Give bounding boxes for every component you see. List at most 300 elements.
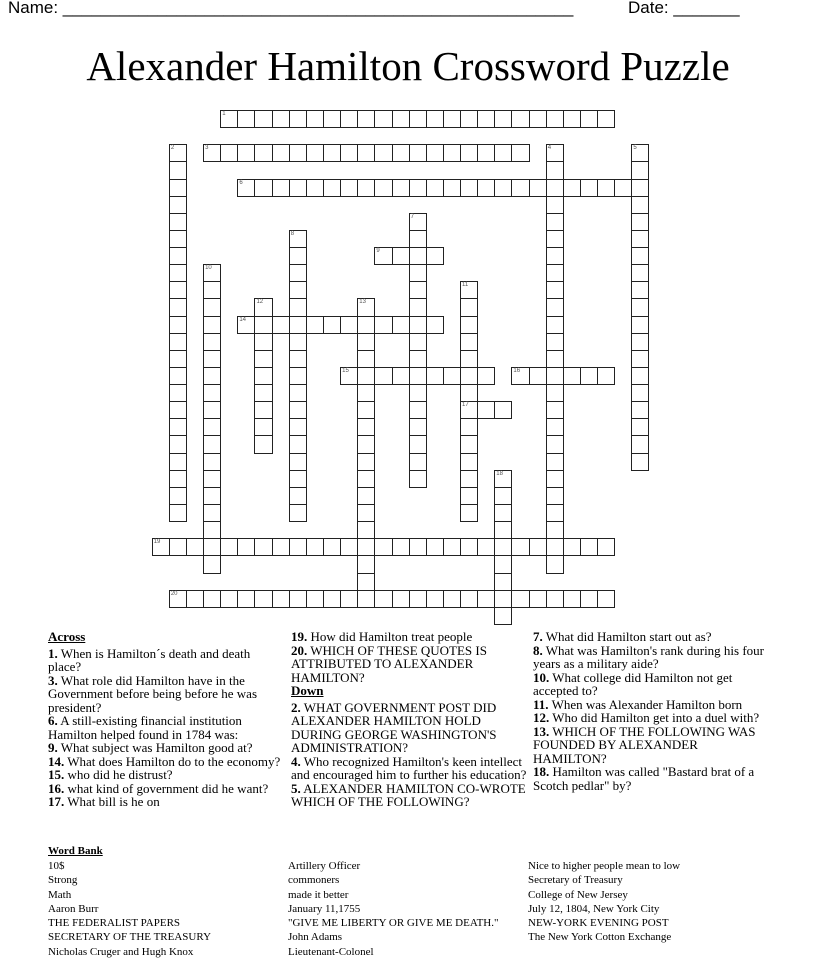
grid-cell[interactable]	[511, 538, 529, 556]
grid-cell[interactable]	[357, 367, 375, 385]
grid-cell[interactable]	[323, 538, 341, 556]
grid-cell[interactable]	[546, 281, 564, 299]
grid-cell[interactable]	[426, 110, 444, 128]
grid-cell[interactable]	[272, 590, 290, 608]
grid-cell[interactable]	[203, 264, 221, 282]
grid-cell[interactable]	[546, 453, 564, 471]
grid-cell[interactable]	[169, 161, 187, 179]
grid-cell[interactable]	[494, 538, 512, 556]
grid-cell[interactable]	[409, 418, 427, 436]
grid-cell[interactable]	[443, 367, 461, 385]
grid-cell[interactable]	[357, 418, 375, 436]
grid-cell[interactable]	[563, 110, 581, 128]
grid-cell[interactable]	[169, 281, 187, 299]
grid-cell[interactable]	[631, 213, 649, 231]
grid-cell[interactable]	[409, 367, 427, 385]
grid-cell[interactable]	[460, 418, 478, 436]
grid-cell[interactable]	[426, 538, 444, 556]
grid-cell[interactable]	[631, 230, 649, 248]
grid-cell[interactable]	[254, 110, 272, 128]
grid-cell[interactable]	[306, 590, 324, 608]
grid-cell[interactable]	[237, 316, 255, 334]
grid-cell[interactable]	[443, 144, 461, 162]
grid-cell[interactable]	[409, 590, 427, 608]
grid-cell[interactable]	[631, 179, 649, 197]
grid-cell[interactable]	[426, 247, 444, 265]
grid-cell[interactable]	[546, 247, 564, 265]
grid-cell[interactable]	[203, 350, 221, 368]
grid-cell[interactable]	[460, 538, 478, 556]
grid-cell[interactable]	[546, 110, 564, 128]
grid-cell[interactable]	[546, 470, 564, 488]
grid-cell[interactable]	[546, 264, 564, 282]
grid-cell[interactable]	[392, 538, 410, 556]
grid-cell[interactable]	[254, 350, 272, 368]
grid-cell[interactable]	[546, 298, 564, 316]
grid-cell[interactable]	[169, 384, 187, 402]
grid-cell[interactable]	[272, 144, 290, 162]
grid-cell[interactable]	[494, 110, 512, 128]
grid-cell[interactable]	[546, 538, 564, 556]
grid-cell[interactable]	[289, 470, 307, 488]
grid-cell[interactable]	[289, 333, 307, 351]
grid-cell[interactable]	[254, 316, 272, 334]
grid-cell[interactable]	[203, 401, 221, 419]
grid-cell[interactable]	[203, 538, 221, 556]
grid-cell[interactable]	[546, 418, 564, 436]
grid-cell[interactable]	[340, 316, 358, 334]
grid-cell[interactable]	[169, 298, 187, 316]
grid-cell[interactable]	[254, 144, 272, 162]
grid-cell[interactable]	[340, 538, 358, 556]
grid-cell[interactable]	[237, 144, 255, 162]
grid-cell[interactable]	[357, 504, 375, 522]
grid-cell[interactable]	[494, 179, 512, 197]
grid-cell[interactable]	[289, 230, 307, 248]
grid-cell[interactable]	[494, 607, 512, 625]
grid-cell[interactable]	[460, 298, 478, 316]
grid-cell[interactable]	[580, 110, 598, 128]
grid-cell[interactable]	[237, 590, 255, 608]
grid-cell[interactable]	[289, 590, 307, 608]
grid-cell[interactable]	[289, 144, 307, 162]
grid-cell[interactable]	[169, 504, 187, 522]
grid-cell[interactable]	[203, 470, 221, 488]
grid-cell[interactable]	[254, 179, 272, 197]
grid-cell[interactable]	[272, 179, 290, 197]
grid-cell[interactable]	[340, 110, 358, 128]
grid-cell[interactable]	[477, 367, 495, 385]
grid-cell[interactable]	[460, 179, 478, 197]
grid-cell[interactable]	[426, 179, 444, 197]
grid-cell[interactable]	[357, 590, 375, 608]
grid-cell[interactable]	[272, 110, 290, 128]
grid-cell[interactable]	[289, 367, 307, 385]
grid-cell[interactable]	[631, 298, 649, 316]
grid-cell[interactable]	[460, 281, 478, 299]
grid-cell[interactable]	[409, 333, 427, 351]
grid-cell[interactable]	[460, 316, 478, 334]
grid-cell[interactable]	[323, 316, 341, 334]
grid-cell[interactable]	[631, 144, 649, 162]
grid-cell[interactable]	[169, 350, 187, 368]
grid-cell[interactable]	[357, 298, 375, 316]
grid-cell[interactable]	[494, 504, 512, 522]
grid-cell[interactable]	[169, 316, 187, 334]
grid-cell[interactable]	[374, 110, 392, 128]
grid-cell[interactable]	[409, 110, 427, 128]
grid-cell[interactable]	[546, 333, 564, 351]
grid-cell[interactable]	[203, 487, 221, 505]
grid-cell[interactable]	[597, 367, 615, 385]
grid-cell[interactable]	[289, 401, 307, 419]
grid-cell[interactable]	[546, 161, 564, 179]
grid-cell[interactable]	[392, 144, 410, 162]
grid-cell[interactable]	[443, 179, 461, 197]
grid-cell[interactable]	[597, 179, 615, 197]
grid-cell[interactable]	[357, 179, 375, 197]
grid-cell[interactable]	[169, 453, 187, 471]
grid-cell[interactable]	[220, 110, 238, 128]
grid-cell[interactable]	[289, 384, 307, 402]
grid-cell[interactable]	[529, 179, 547, 197]
grid-cell[interactable]	[494, 590, 512, 608]
grid-cell[interactable]	[357, 316, 375, 334]
grid-cell[interactable]	[289, 247, 307, 265]
grid-cell[interactable]	[392, 179, 410, 197]
grid-cell[interactable]	[460, 110, 478, 128]
grid-cell[interactable]	[460, 384, 478, 402]
grid-cell[interactable]	[306, 538, 324, 556]
grid-cell[interactable]	[289, 298, 307, 316]
grid-cell[interactable]	[597, 590, 615, 608]
grid-cell[interactable]	[357, 521, 375, 539]
grid-cell[interactable]	[289, 418, 307, 436]
grid-cell[interactable]	[323, 110, 341, 128]
grid-cell[interactable]	[203, 144, 221, 162]
grid-cell[interactable]	[477, 538, 495, 556]
grid-cell[interactable]	[254, 538, 272, 556]
grid-cell[interactable]	[392, 316, 410, 334]
grid-cell[interactable]	[529, 590, 547, 608]
grid-cell[interactable]	[357, 144, 375, 162]
grid-cell[interactable]	[289, 179, 307, 197]
grid-cell[interactable]	[169, 144, 187, 162]
grid-cell[interactable]	[409, 470, 427, 488]
grid-cell[interactable]	[631, 418, 649, 436]
grid-cell[interactable]	[460, 470, 478, 488]
grid-cell[interactable]	[357, 350, 375, 368]
grid-cell[interactable]	[374, 247, 392, 265]
grid-cell[interactable]	[357, 333, 375, 351]
grid-cell[interactable]	[254, 333, 272, 351]
grid-cell[interactable]	[443, 538, 461, 556]
grid-cell[interactable]	[494, 470, 512, 488]
grid-cell[interactable]	[563, 590, 581, 608]
grid-cell[interactable]	[169, 487, 187, 505]
grid-cell[interactable]	[289, 316, 307, 334]
grid-cell[interactable]	[374, 179, 392, 197]
grid-cell[interactable]	[340, 144, 358, 162]
grid-cell[interactable]	[392, 247, 410, 265]
grid-cell[interactable]	[511, 590, 529, 608]
grid-cell[interactable]	[306, 144, 324, 162]
grid-cell[interactable]	[203, 384, 221, 402]
grid-cell[interactable]	[546, 521, 564, 539]
grid-cell[interactable]	[289, 435, 307, 453]
grid-cell[interactable]	[203, 453, 221, 471]
grid-cell[interactable]	[546, 401, 564, 419]
grid-cell[interactable]	[203, 521, 221, 539]
grid-cell[interactable]	[546, 367, 564, 385]
grid-cell[interactable]	[546, 590, 564, 608]
grid-cell[interactable]	[460, 453, 478, 471]
grid-cell[interactable]	[357, 435, 375, 453]
grid-cell[interactable]	[546, 179, 564, 197]
grid-cell[interactable]	[511, 367, 529, 385]
grid-cell[interactable]	[169, 196, 187, 214]
grid-cell[interactable]	[563, 179, 581, 197]
grid-cell[interactable]	[409, 179, 427, 197]
grid-cell[interactable]	[580, 590, 598, 608]
grid-cell[interactable]	[169, 247, 187, 265]
grid-cell[interactable]	[546, 555, 564, 573]
grid-cell[interactable]	[306, 110, 324, 128]
grid-cell[interactable]	[220, 538, 238, 556]
grid-cell[interactable]	[203, 555, 221, 573]
grid-cell[interactable]	[409, 298, 427, 316]
grid-cell[interactable]	[374, 367, 392, 385]
grid-cell[interactable]	[289, 453, 307, 471]
grid-cell[interactable]	[306, 316, 324, 334]
grid-cell[interactable]	[409, 281, 427, 299]
grid-cell[interactable]	[357, 110, 375, 128]
grid-cell[interactable]	[409, 453, 427, 471]
grid-cell[interactable]	[357, 453, 375, 471]
grid-cell[interactable]	[460, 401, 478, 419]
grid-cell[interactable]	[460, 350, 478, 368]
grid-cell[interactable]	[203, 418, 221, 436]
grid-cell[interactable]	[563, 538, 581, 556]
grid-cell[interactable]	[323, 144, 341, 162]
grid-cell[interactable]	[409, 213, 427, 231]
grid-cell[interactable]	[289, 487, 307, 505]
grid-cell[interactable]	[426, 316, 444, 334]
grid-cell[interactable]	[392, 367, 410, 385]
grid-cell[interactable]	[631, 384, 649, 402]
grid-cell[interactable]	[426, 590, 444, 608]
grid-cell[interactable]	[546, 230, 564, 248]
grid-cell[interactable]	[443, 110, 461, 128]
grid-cell[interactable]	[460, 333, 478, 351]
grid-cell[interactable]	[374, 590, 392, 608]
grid-cell[interactable]	[511, 144, 529, 162]
grid-cell[interactable]	[460, 435, 478, 453]
grid-cell[interactable]	[631, 350, 649, 368]
grid-cell[interactable]	[357, 538, 375, 556]
grid-cell[interactable]	[511, 110, 529, 128]
grid-cell[interactable]	[409, 435, 427, 453]
grid-cell[interactable]	[631, 333, 649, 351]
grid-cell[interactable]	[631, 281, 649, 299]
grid-cell[interactable]	[203, 590, 221, 608]
grid-cell[interactable]	[254, 298, 272, 316]
grid-cell[interactable]	[477, 179, 495, 197]
grid-cell[interactable]	[169, 435, 187, 453]
grid-cell[interactable]	[460, 504, 478, 522]
grid-cell[interactable]	[237, 110, 255, 128]
grid-cell[interactable]	[289, 350, 307, 368]
grid-cell[interactable]	[254, 384, 272, 402]
grid-cell[interactable]	[409, 384, 427, 402]
grid-cell[interactable]	[186, 590, 204, 608]
grid-cell[interactable]	[409, 350, 427, 368]
grid-cell[interactable]	[409, 264, 427, 282]
grid-cell[interactable]	[357, 555, 375, 573]
grid-cell[interactable]	[494, 521, 512, 539]
grid-cell[interactable]	[289, 110, 307, 128]
grid-cell[interactable]	[409, 144, 427, 162]
grid-cell[interactable]	[169, 333, 187, 351]
grid-cell[interactable]	[477, 590, 495, 608]
grid-cell[interactable]	[494, 144, 512, 162]
grid-cell[interactable]	[254, 367, 272, 385]
grid-cell[interactable]	[494, 555, 512, 573]
grid-cell[interactable]	[631, 196, 649, 214]
grid-cell[interactable]	[546, 213, 564, 231]
grid-cell[interactable]	[169, 367, 187, 385]
grid-cell[interactable]	[203, 316, 221, 334]
grid-cell[interactable]	[546, 316, 564, 334]
grid-cell[interactable]	[237, 538, 255, 556]
grid-cell[interactable]	[631, 401, 649, 419]
grid-cell[interactable]	[563, 367, 581, 385]
grid-cell[interactable]	[409, 247, 427, 265]
grid-cell[interactable]	[289, 281, 307, 299]
grid-cell[interactable]	[203, 333, 221, 351]
grid-cell[interactable]	[340, 367, 358, 385]
grid-cell[interactable]	[597, 110, 615, 128]
grid-cell[interactable]	[392, 110, 410, 128]
grid-cell[interactable]	[580, 538, 598, 556]
grid-cell[interactable]	[169, 470, 187, 488]
grid-cell[interactable]	[254, 418, 272, 436]
grid-cell[interactable]	[169, 230, 187, 248]
grid-cell[interactable]	[340, 590, 358, 608]
grid-cell[interactable]	[597, 538, 615, 556]
grid-cell[interactable]	[254, 401, 272, 419]
grid-cell[interactable]	[426, 144, 444, 162]
grid-cell[interactable]	[203, 367, 221, 385]
grid-cell[interactable]	[546, 487, 564, 505]
grid-cell[interactable]	[546, 384, 564, 402]
grid-cell[interactable]	[494, 401, 512, 419]
grid-cell[interactable]	[580, 367, 598, 385]
grid-cell[interactable]	[357, 487, 375, 505]
grid-cell[interactable]	[631, 435, 649, 453]
grid-cell[interactable]	[272, 538, 290, 556]
grid-cell[interactable]	[460, 367, 478, 385]
grid-cell[interactable]	[357, 401, 375, 419]
grid-cell[interactable]	[392, 590, 410, 608]
grid-cell[interactable]	[169, 590, 187, 608]
grid-cell[interactable]	[409, 538, 427, 556]
grid-cell[interactable]	[169, 418, 187, 436]
grid-cell[interactable]	[546, 435, 564, 453]
grid-cell[interactable]	[529, 538, 547, 556]
grid-cell[interactable]	[254, 435, 272, 453]
grid-cell[interactable]	[494, 487, 512, 505]
grid-cell[interactable]	[289, 264, 307, 282]
grid-cell[interactable]	[374, 538, 392, 556]
grid-cell[interactable]	[631, 367, 649, 385]
grid-cell[interactable]	[529, 110, 547, 128]
grid-cell[interactable]	[323, 590, 341, 608]
grid-cell[interactable]	[546, 144, 564, 162]
grid-cell[interactable]	[460, 144, 478, 162]
grid-cell[interactable]	[169, 179, 187, 197]
grid-cell[interactable]	[409, 316, 427, 334]
grid-cell[interactable]	[203, 435, 221, 453]
grid-cell[interactable]	[460, 487, 478, 505]
grid-cell[interactable]	[494, 573, 512, 591]
grid-cell[interactable]	[289, 504, 307, 522]
grid-cell[interactable]	[169, 538, 187, 556]
grid-cell[interactable]	[254, 590, 272, 608]
grid-cell[interactable]	[323, 179, 341, 197]
grid-cell[interactable]	[186, 538, 204, 556]
grid-cell[interactable]	[340, 179, 358, 197]
grid-cell[interactable]	[443, 590, 461, 608]
grid-cell[interactable]	[546, 196, 564, 214]
grid-cell[interactable]	[546, 350, 564, 368]
grid-cell[interactable]	[306, 179, 324, 197]
grid-cell[interactable]	[631, 247, 649, 265]
grid-cell[interactable]	[631, 453, 649, 471]
grid-cell[interactable]	[357, 573, 375, 591]
grid-cell[interactable]	[631, 264, 649, 282]
grid-cell[interactable]	[409, 230, 427, 248]
grid-cell[interactable]	[511, 179, 529, 197]
grid-cell[interactable]	[529, 367, 547, 385]
grid-cell[interactable]	[460, 590, 478, 608]
grid-cell[interactable]	[477, 144, 495, 162]
grid-cell[interactable]	[220, 590, 238, 608]
grid-cell[interactable]	[169, 213, 187, 231]
grid-cell[interactable]	[169, 401, 187, 419]
grid-cell[interactable]	[426, 367, 444, 385]
grid-cell[interactable]	[477, 110, 495, 128]
grid-cell[interactable]	[546, 504, 564, 522]
grid-cell[interactable]	[477, 401, 495, 419]
grid-cell[interactable]	[203, 504, 221, 522]
grid-cell[interactable]	[631, 161, 649, 179]
grid-cell[interactable]	[357, 384, 375, 402]
grid-cell[interactable]	[614, 179, 632, 197]
grid-cell[interactable]	[409, 401, 427, 419]
grid-cell[interactable]	[272, 316, 290, 334]
grid-cell[interactable]	[374, 316, 392, 334]
grid-cell[interactable]	[289, 538, 307, 556]
grid-cell[interactable]	[357, 470, 375, 488]
grid-cell[interactable]	[374, 144, 392, 162]
grid-cell[interactable]	[631, 316, 649, 334]
grid-cell[interactable]	[220, 144, 238, 162]
grid-cell[interactable]	[203, 298, 221, 316]
grid-cell[interactable]	[152, 538, 170, 556]
grid-cell[interactable]	[203, 281, 221, 299]
grid-cell[interactable]	[580, 179, 598, 197]
